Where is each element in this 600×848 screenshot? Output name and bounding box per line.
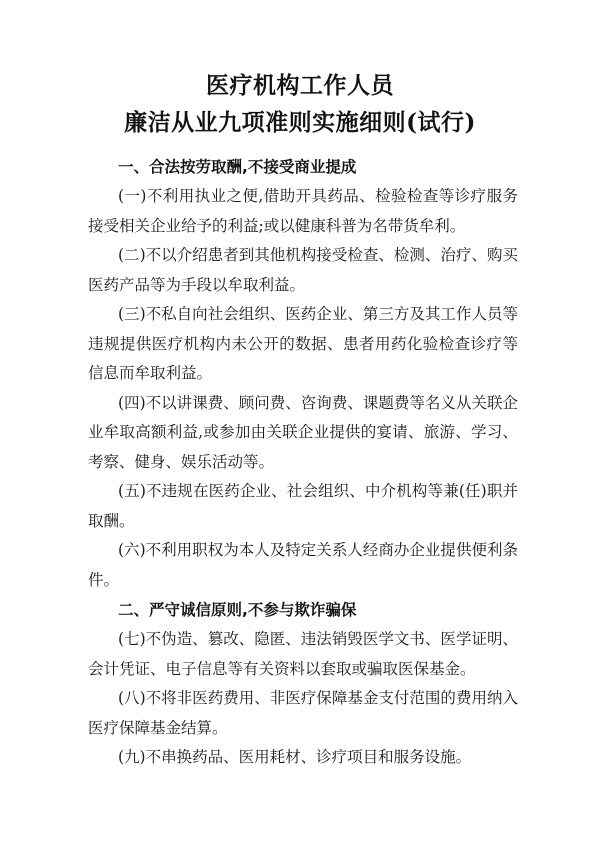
paragraph-item-2: (二)不以介绍患者到其他机构接受检查、检测、治疗、购买医药产品等为手段以牟取利益。 bbox=[88, 246, 518, 294]
section-heading-2: 二、严守诚信原则,不参与欺诈骗保 bbox=[118, 601, 357, 619]
paragraph-item-9: (九)不串换药品、医用耗材、诊疗项目和服务设施。 bbox=[118, 748, 472, 766]
paragraph-item-1: (一)不利用执业之便,借助开具药品、检验检查等诊疗服务接受相关企业给予的利益;或以健康科普为名带货牟利。 bbox=[88, 187, 518, 235]
section-heading-1: 一、合法按劳取酬,不接受商业提成 bbox=[118, 158, 357, 176]
paragraph-item-4: (四)不以讲课费、顾问费、咨询费、课题费等名义从关联企业牟取高额利益,或参加由关联企业提供的宴请、旅游、学习、考察、健身、娱乐活动等。 bbox=[88, 393, 518, 471]
paragraph-item-3: (三)不私自向社会组织、医药企业、第三方及其工作人员等违规提供医疗机构内未公开的数据、患者用药化验检查诊疗等信息而牟取利益。 bbox=[88, 305, 518, 382]
paragraph-item-5: (五)不违规在医药企业、社会组织、中介机构等兼(任)职并取酬。 bbox=[88, 482, 518, 530]
paragraph-item-7: (七)不伪造、篡改、隐匿、违法销毁医学文书、医学证明、会计凭证、电子信息等有关资料以套取或骗取医保基金。 bbox=[88, 630, 518, 678]
paragraph-item-8: (八)不将非医药费用、非医疗保障基金支付范围的费用纳入医疗保障基金结算。 bbox=[88, 689, 518, 737]
paragraph-item-6: (六)不利用职权为本人及特定关系人经商办企业提供便利条件。 bbox=[88, 541, 518, 589]
document-title-line2: 廉洁从业九项准则实施细则(试行) bbox=[124, 109, 476, 136]
document-body bbox=[88, 152, 518, 773]
document-title-line1: 医疗机构工作人员 bbox=[206, 72, 394, 99]
